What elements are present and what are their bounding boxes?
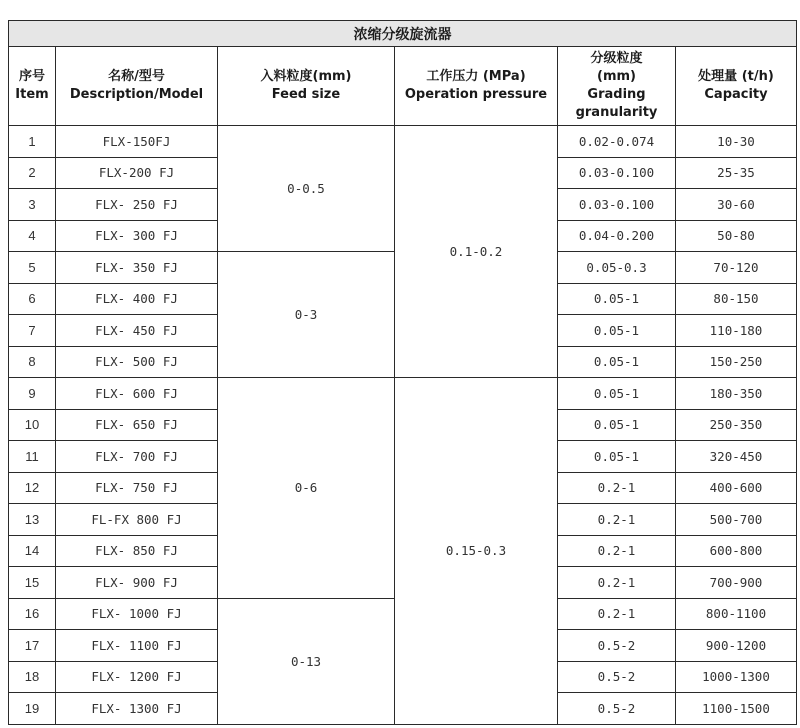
header-capacity-en: Capacity bbox=[704, 87, 768, 102]
cell-capacity: 1000-1300 bbox=[676, 661, 797, 693]
header-pressure-en: Operation pressure bbox=[404, 87, 548, 102]
cell-capacity: 250-350 bbox=[676, 409, 797, 441]
cell-capacity: 110-180 bbox=[676, 315, 797, 347]
header-grading-cn: 分级粒度 bbox=[590, 51, 643, 66]
cell-grading: 0.2-1 bbox=[558, 535, 676, 567]
cell-model: FLX- 700 FJ bbox=[56, 441, 218, 473]
cell-grading: 0.2-1 bbox=[558, 472, 676, 504]
cell-capacity: 700-900 bbox=[676, 567, 797, 599]
cell-grading: 0.5-2 bbox=[558, 693, 676, 725]
header-feed-cn: 入料粒度(mm) bbox=[260, 69, 352, 84]
cell-item: 3 bbox=[9, 189, 56, 221]
header-pressure-cn: 工作压力 (MPa) bbox=[426, 69, 526, 84]
cell-capacity: 1100-1500 bbox=[676, 693, 797, 725]
cell-item: 9 bbox=[9, 378, 56, 410]
cell-model: FLX- 400 FJ bbox=[56, 283, 218, 315]
cell-grading: 0.2-1 bbox=[558, 598, 676, 630]
cell-capacity: 800-1100 bbox=[676, 598, 797, 630]
specification-table bbox=[8, 20, 797, 725]
cell-model: FLX- 350 FJ bbox=[56, 252, 218, 284]
header-grading-en1: Grading bbox=[587, 87, 646, 102]
cell-capacity: 50-80 bbox=[676, 220, 797, 252]
cell-model: FLX- 600 FJ bbox=[56, 378, 218, 410]
cell-item: 13 bbox=[9, 504, 56, 536]
cell-pressure: 0.15-0.3 bbox=[395, 378, 558, 725]
cell-item: 12 bbox=[9, 472, 56, 504]
cell-grading: 0.05-1 bbox=[558, 409, 676, 441]
cell-feed-size: 0-6 bbox=[218, 378, 395, 599]
cell-grading: 0.2-1 bbox=[558, 504, 676, 536]
cell-item: 5 bbox=[9, 252, 56, 284]
cell-model: FLX- 1300 FJ bbox=[56, 693, 218, 725]
header-item-cn: 序号 bbox=[18, 69, 45, 84]
header-model-en: Description/Model bbox=[69, 87, 204, 102]
cell-capacity: 900-1200 bbox=[676, 630, 797, 662]
cell-capacity: 25-35 bbox=[676, 157, 797, 189]
cell-feed-size: 0-0.5 bbox=[218, 126, 395, 252]
header-item bbox=[9, 47, 56, 126]
header-capacity-cn: 处理量 (t/h) bbox=[698, 69, 774, 84]
cell-item: 8 bbox=[9, 346, 56, 378]
cell-capacity: 600-800 bbox=[676, 535, 797, 567]
header-feed-en: Feed size bbox=[271, 87, 341, 102]
cell-item: 6 bbox=[9, 283, 56, 315]
cell-capacity: 10-30 bbox=[676, 126, 797, 158]
cell-grading: 0.04-0.200 bbox=[558, 220, 676, 252]
cell-grading: 0.5-2 bbox=[558, 661, 676, 693]
cell-capacity: 400-600 bbox=[676, 472, 797, 504]
cell-model: FLX-200 FJ bbox=[56, 157, 218, 189]
cell-model: FLX- 900 FJ bbox=[56, 567, 218, 599]
header-item-en: Item bbox=[15, 87, 49, 102]
cell-model: FLX- 500 FJ bbox=[56, 346, 218, 378]
cell-model: FLX- 650 FJ bbox=[56, 409, 218, 441]
header-grading-en2: granularity bbox=[575, 105, 658, 120]
cell-capacity: 500-700 bbox=[676, 504, 797, 536]
cell-grading: 0.5-2 bbox=[558, 630, 676, 662]
cell-model: FLX- 750 FJ bbox=[56, 472, 218, 504]
header-model-cn: 名称/型号 bbox=[108, 69, 165, 84]
cell-grading: 0.05-1 bbox=[558, 378, 676, 410]
cell-model: FLX- 1100 FJ bbox=[56, 630, 218, 662]
cell-capacity: 150-250 bbox=[676, 346, 797, 378]
cell-item: 15 bbox=[9, 567, 56, 599]
header-grading-unit: (mm) bbox=[597, 69, 636, 84]
cell-item: 2 bbox=[9, 157, 56, 189]
table-row bbox=[9, 378, 797, 410]
cell-model: FLX- 450 FJ bbox=[56, 315, 218, 347]
cell-item: 1 bbox=[9, 126, 56, 158]
cell-item: 11 bbox=[9, 441, 56, 473]
cell-model: FLX- 850 FJ bbox=[56, 535, 218, 567]
cell-capacity: 70-120 bbox=[676, 252, 797, 284]
cell-capacity: 180-350 bbox=[676, 378, 797, 410]
header-grading bbox=[558, 47, 676, 126]
cell-item: 7 bbox=[9, 315, 56, 347]
cell-model: FLX- 300 FJ bbox=[56, 220, 218, 252]
cell-feed-size: 0-13 bbox=[218, 598, 395, 724]
cell-grading: 0.03-0.100 bbox=[558, 189, 676, 221]
cell-item: 10 bbox=[9, 409, 56, 441]
cell-capacity: 30-60 bbox=[676, 189, 797, 221]
cell-grading: 0.05-1 bbox=[558, 346, 676, 378]
header-pressure bbox=[395, 47, 558, 126]
cell-item: 4 bbox=[9, 220, 56, 252]
cell-grading: 0.05-0.3 bbox=[558, 252, 676, 284]
cell-item: 19 bbox=[9, 693, 56, 725]
cell-grading: 0.2-1 bbox=[558, 567, 676, 599]
cell-item: 16 bbox=[9, 598, 56, 630]
cell-grading: 0.03-0.100 bbox=[558, 157, 676, 189]
header-model bbox=[56, 47, 218, 126]
cell-grading: 0.02-0.074 bbox=[558, 126, 676, 158]
cell-grading: 0.05-1 bbox=[558, 441, 676, 473]
cell-grading: 0.05-1 bbox=[558, 315, 676, 347]
cell-model: FLX- 1200 FJ bbox=[56, 661, 218, 693]
header-capacity bbox=[676, 47, 797, 126]
cell-grading: 0.05-1 bbox=[558, 283, 676, 315]
cell-capacity: 320-450 bbox=[676, 441, 797, 473]
cell-capacity: 80-150 bbox=[676, 283, 797, 315]
cell-item: 14 bbox=[9, 535, 56, 567]
cell-item: 17 bbox=[9, 630, 56, 662]
cell-model: FL-FX 800 FJ bbox=[56, 504, 218, 536]
table-title: 浓缩分级旋流器 bbox=[9, 21, 797, 47]
header-feed-size bbox=[218, 47, 395, 126]
cell-model: FLX- 1000 FJ bbox=[56, 598, 218, 630]
cell-pressure: 0.1-0.2 bbox=[395, 126, 558, 378]
cell-model: FLX-150FJ bbox=[56, 126, 218, 158]
cell-item: 18 bbox=[9, 661, 56, 693]
cell-feed-size: 0-3 bbox=[218, 252, 395, 378]
cell-model: FLX- 250 FJ bbox=[56, 189, 218, 221]
table-row bbox=[9, 126, 797, 158]
